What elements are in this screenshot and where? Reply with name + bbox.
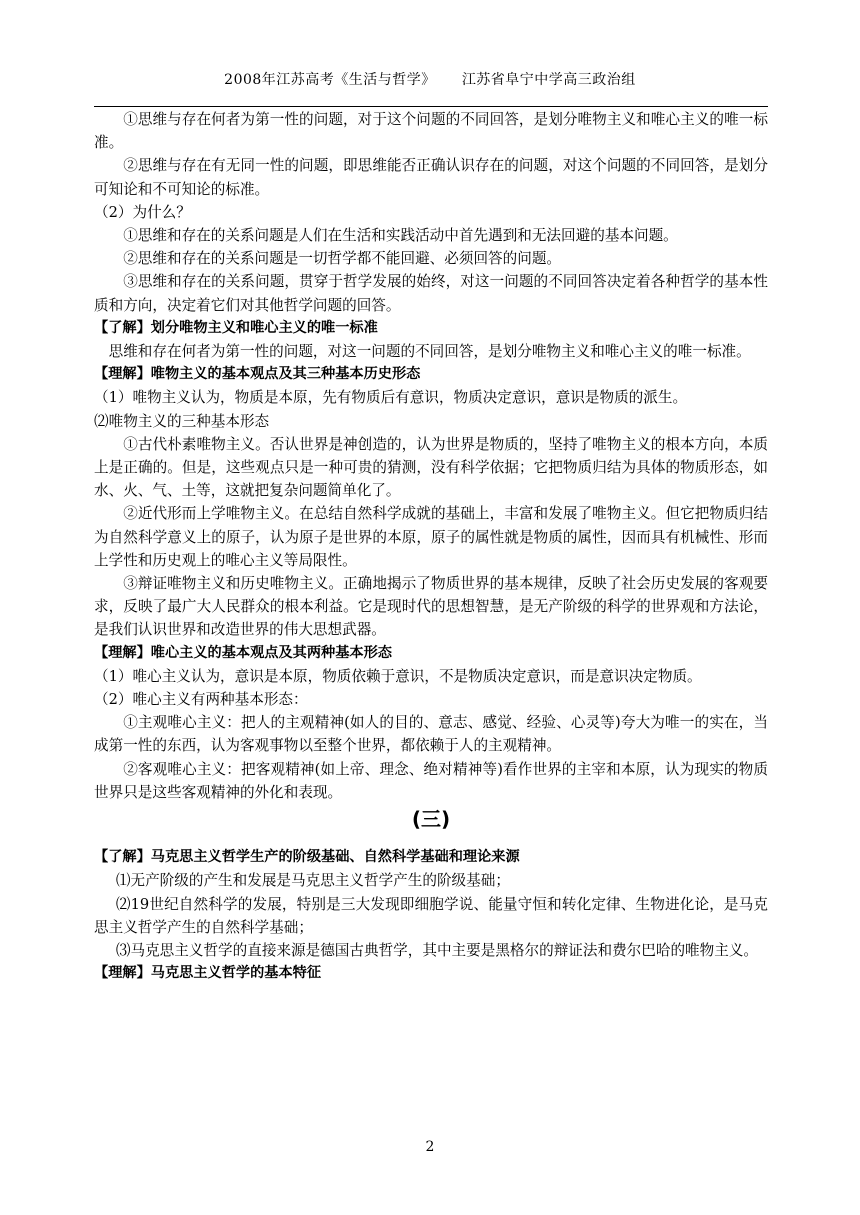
header-title: 2008年江苏高考《生活与哲学》	[224, 72, 436, 88]
paragraph: ③思维和存在的关系问题，贯穿于哲学发展的始终，对这一问题的不同回答决定着各种哲学的基本性质和方向，决定着它们对其他哲学问题的回答。	[94, 273, 768, 314]
section-heading: 【了解】划分唯物主义和唯心主义的唯一标准	[94, 319, 378, 336]
paragraph: ⑵19世纪自然科学的发展，特别是三大发现即细胞学说、能量守恒和转化定律、生物进化论，是马克思主义哲学产生的自然科学基础；	[94, 895, 768, 936]
header-rule	[94, 106, 768, 107]
document-body	[94, 108, 768, 985]
paragraph: ②近代形而上学唯物主义。在总结自然科学成就的基础上，丰富和发展了唯物主义。但它把物质归结为自然科学意义上的原子，认为原子是世界的本原，原子的属性就是物质的属性，因而具有机械性、形而上学性和历史观上的唯心主义等局限性。	[94, 505, 768, 569]
section-heading: 【了解】马克思主义哲学生产的阶级基础、自然科学基础和理论来源	[94, 849, 520, 866]
paragraph: ①思维与存在何者为第一性的问题，对于这个问题的不同回答，是划分唯物主义和唯心主义的唯一标准。	[94, 111, 768, 152]
page-number: 2	[425, 1139, 435, 1155]
header-school: 江苏省阜宁中学高三政治组	[461, 72, 636, 88]
paragraph: （1）唯物主义认为，物质是本原，先有物质后有意识，物质决定意识，意识是物质的派生。	[94, 389, 688, 407]
paragraph: ②客观唯心主义：把客观精神(如上帝、理念、绝对精神等)看作世界的主宰和本原，认为现实的物质世界只是这些客观精神的外化和表现。	[94, 760, 768, 801]
paragraph: ⑶马克思主义哲学的直接来源是德国古典哲学，其中主要是黑格尔的辩证法和费尔巴哈的唯物主义。	[115, 941, 759, 959]
section-heading: 【理解】唯心主义的基本观点及其两种基本形态	[94, 644, 392, 661]
section-heading: 【理解】唯物主义的基本观点及其三种基本历史形态	[94, 366, 421, 383]
section-heading: 【理解】马克思主义哲学的基本特征	[94, 965, 322, 982]
paragraph: ⑴无产阶级的产生和发展是马克思主义哲学产生的阶级基础；	[115, 872, 510, 890]
paragraph: （1）唯心主义认为，意识是本原，物质依赖于意识，不是物质决定意识，而是意识决定物质。	[94, 667, 702, 685]
page-header	[94, 71, 766, 89]
subheading: ⑵唯物主义的三种基本形态	[94, 412, 270, 430]
part-heading: (三)	[411, 807, 451, 832]
paragraph: ②思维和存在的关系问题是一切哲学都不能回避、必须回答的问题。	[123, 250, 562, 268]
paragraph: 思维和存在何者为第一性的问题，对这一问题的不同回答，是划分唯物主义和唯心主义的唯一标准。	[108, 343, 751, 361]
paragraph: ③辩证唯物主义和历史唯物主义。正确地揭示了物质世界的基本规律，反映了社会历史发展的客观要求，反映了最广大人民群众的根本利益。它是现时代的思想智慧，是无产阶级的科学的世界观和方法论，是我们认识世界和改造世界的伟大思想武器。	[94, 575, 768, 639]
subheading: （2）为什么？	[94, 203, 191, 221]
paragraph: ①古代朴素唯物主义。否认世界是神创造的，认为世界是物质的，坚持了唯物主义的根本方向，本质上是正确的。但是，这些观点只是一种可贵的猜测，没有科学依据；它把物质归结为具体的物质形态，如水、火、气、土等，这就把复杂问题简单化了。	[94, 435, 768, 500]
paragraph: ②思维与存在有无同一性的问题，即思维能否正确认识存在的问题，对这个问题的不同回答，是划分可知论和不可知论的标准。	[94, 157, 768, 198]
subheading: （2）唯心主义有两种基本形态：	[94, 691, 308, 709]
paragraph: ①主观唯心主义：把人的主观精神(如人的目的、意志、感觉、经验、心灵等)夸大为唯一的实在，当成第一性的东西，认为客观事物以至整个世界，都依赖于人的主观精神。	[94, 714, 768, 755]
paragraph: ①思维和存在的关系问题是人们在生活和实践活动中首先遇到和无法回避的基本问题。	[123, 227, 678, 245]
